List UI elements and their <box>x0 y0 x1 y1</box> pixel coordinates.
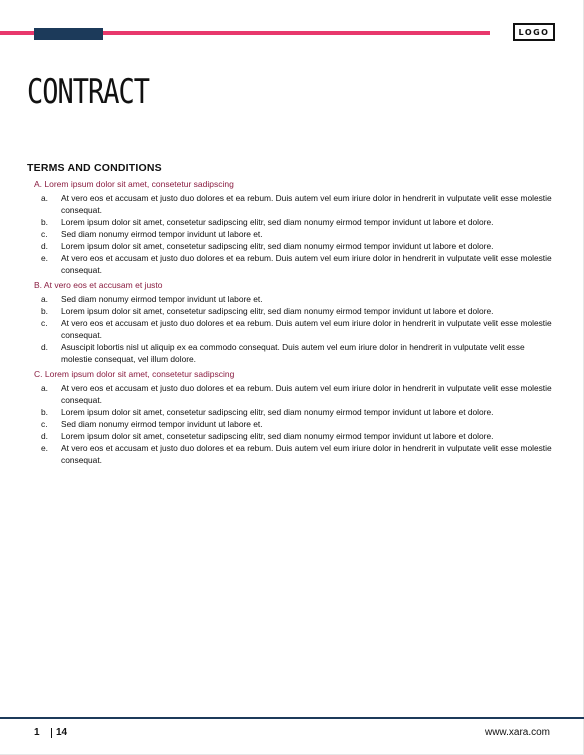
list-marker: a. <box>41 193 48 203</box>
page-total: 14 <box>56 727 68 738</box>
terms-heading: TERMS AND CONDITIONS <box>27 162 162 174</box>
list-item <box>27 305 552 317</box>
list-marker: e. <box>41 443 48 453</box>
header-accent-block <box>34 28 103 40</box>
list-item-text: Lorem ipsum dolor sit amet, consetetur sadipscing elitr, sed diam nonumy eirmod tempor invidunt ut labore et dolore. <box>61 241 494 251</box>
logo: LOGO <box>513 23 555 41</box>
list-item <box>27 341 552 365</box>
document-body <box>27 162 552 470</box>
list-item-text: Sed diam nonumy eirmod tempor invidunt ut labore et. <box>61 229 263 239</box>
list-item <box>27 406 552 418</box>
section-title: A. Lorem ipsum dolor sit amet, consetetur sadipscing <box>34 179 234 189</box>
page-number: 1 <box>34 727 40 738</box>
section-c <box>27 369 552 466</box>
list-item-text: Sed diam nonumy eirmod tempor invidunt ut labore et. <box>61 294 263 304</box>
list-marker: c. <box>41 419 48 429</box>
list-marker: b. <box>41 306 48 316</box>
page-number-divider <box>51 728 52 738</box>
section-list <box>27 382 552 466</box>
list-item-text: At vero eos et accusam et justo duo dolores et ea rebum. Duis autem vel eum iriure dolor in hendrerit in vulputate velit esse molestie consequat. <box>61 443 552 465</box>
list-item-text: At vero eos et accusam et justo duo dolores et ea rebum. Duis autem vel eum iriure dolor in hendrerit in vulputate velit esse molestie consequat. <box>61 383 552 405</box>
list-marker: b. <box>41 407 48 417</box>
list-item <box>27 382 552 406</box>
section-b <box>27 280 552 365</box>
list-item-text: Sed diam nonumy eirmod tempor invidunt ut labore et. <box>61 419 263 429</box>
list-marker: a. <box>41 294 48 304</box>
footer-line <box>0 717 584 719</box>
section-list <box>27 192 552 276</box>
list-marker: c. <box>41 318 48 328</box>
list-item <box>27 418 552 430</box>
section-a <box>27 179 552 276</box>
list-item-text: Lorem ipsum dolor sit amet, consetetur sadipscing elitr, sed diam nonumy eirmod tempor invidunt ut labore et dolore. <box>61 431 494 441</box>
website-link[interactable]: www.xara.com <box>484 727 550 738</box>
list-item-text: Lorem ipsum dolor sit amet, consetetur sadipscing elitr, sed diam nonumy eirmod tempor invidunt ut labore et dolore. <box>61 407 494 417</box>
list-marker: c. <box>41 229 48 239</box>
list-item <box>27 442 552 466</box>
list-item-text: Asuscipit lobortis nisl ut aliquip ex ea commodo consequat. Duis autem vel eum iriure dolor in hendrerit in vulputate velit esse molestie consequat, vel illum dolore. <box>61 342 525 364</box>
list-item-text: Lorem ipsum dolor sit amet, consetetur sadipscing elitr, sed diam nonumy eirmod tempor invidunt ut labore et dolore. <box>61 217 494 227</box>
list-item-text: Lorem ipsum dolor sit amet, consetetur sadipscing elitr, sed diam nonumy eirmod tempor invidunt ut labore et dolore. <box>61 306 494 316</box>
list-marker: d. <box>41 431 48 441</box>
list-item <box>27 192 552 216</box>
list-item-text: At vero eos et accusam et justo duo dolores et ea rebum. Duis autem vel eum iriure dolor in hendrerit in vulputate velit esse molestie consequat. <box>61 253 552 275</box>
list-item-text: At vero eos et accusam et justo duo dolores et ea rebum. Duis autem vel eum iriure dolor in hendrerit in vulputate velit esse molestie consequat. <box>61 193 552 215</box>
list-marker: b. <box>41 217 48 227</box>
section-title: C. Lorem ipsum dolor sit amet, consetetur sadipscing <box>34 369 235 379</box>
list-item <box>27 317 552 341</box>
list-item <box>27 228 552 240</box>
list-item <box>27 216 552 228</box>
list-item <box>27 293 552 305</box>
section-title: B. At vero eos et accusam et justo <box>34 280 163 290</box>
list-marker: d. <box>41 241 48 251</box>
list-item-text: At vero eos et accusam et justo duo dolores et ea rebum. Duis autem vel eum iriure dolor in hendrerit in vulputate velit esse molestie consequat. <box>61 318 552 340</box>
list-item <box>27 240 552 252</box>
section-list <box>27 293 552 365</box>
list-item <box>27 252 552 276</box>
list-item <box>27 430 552 442</box>
document-title: CONTRACT <box>27 73 150 112</box>
list-marker: a. <box>41 383 48 393</box>
list-marker: d. <box>41 342 48 352</box>
list-marker: e. <box>41 253 48 263</box>
